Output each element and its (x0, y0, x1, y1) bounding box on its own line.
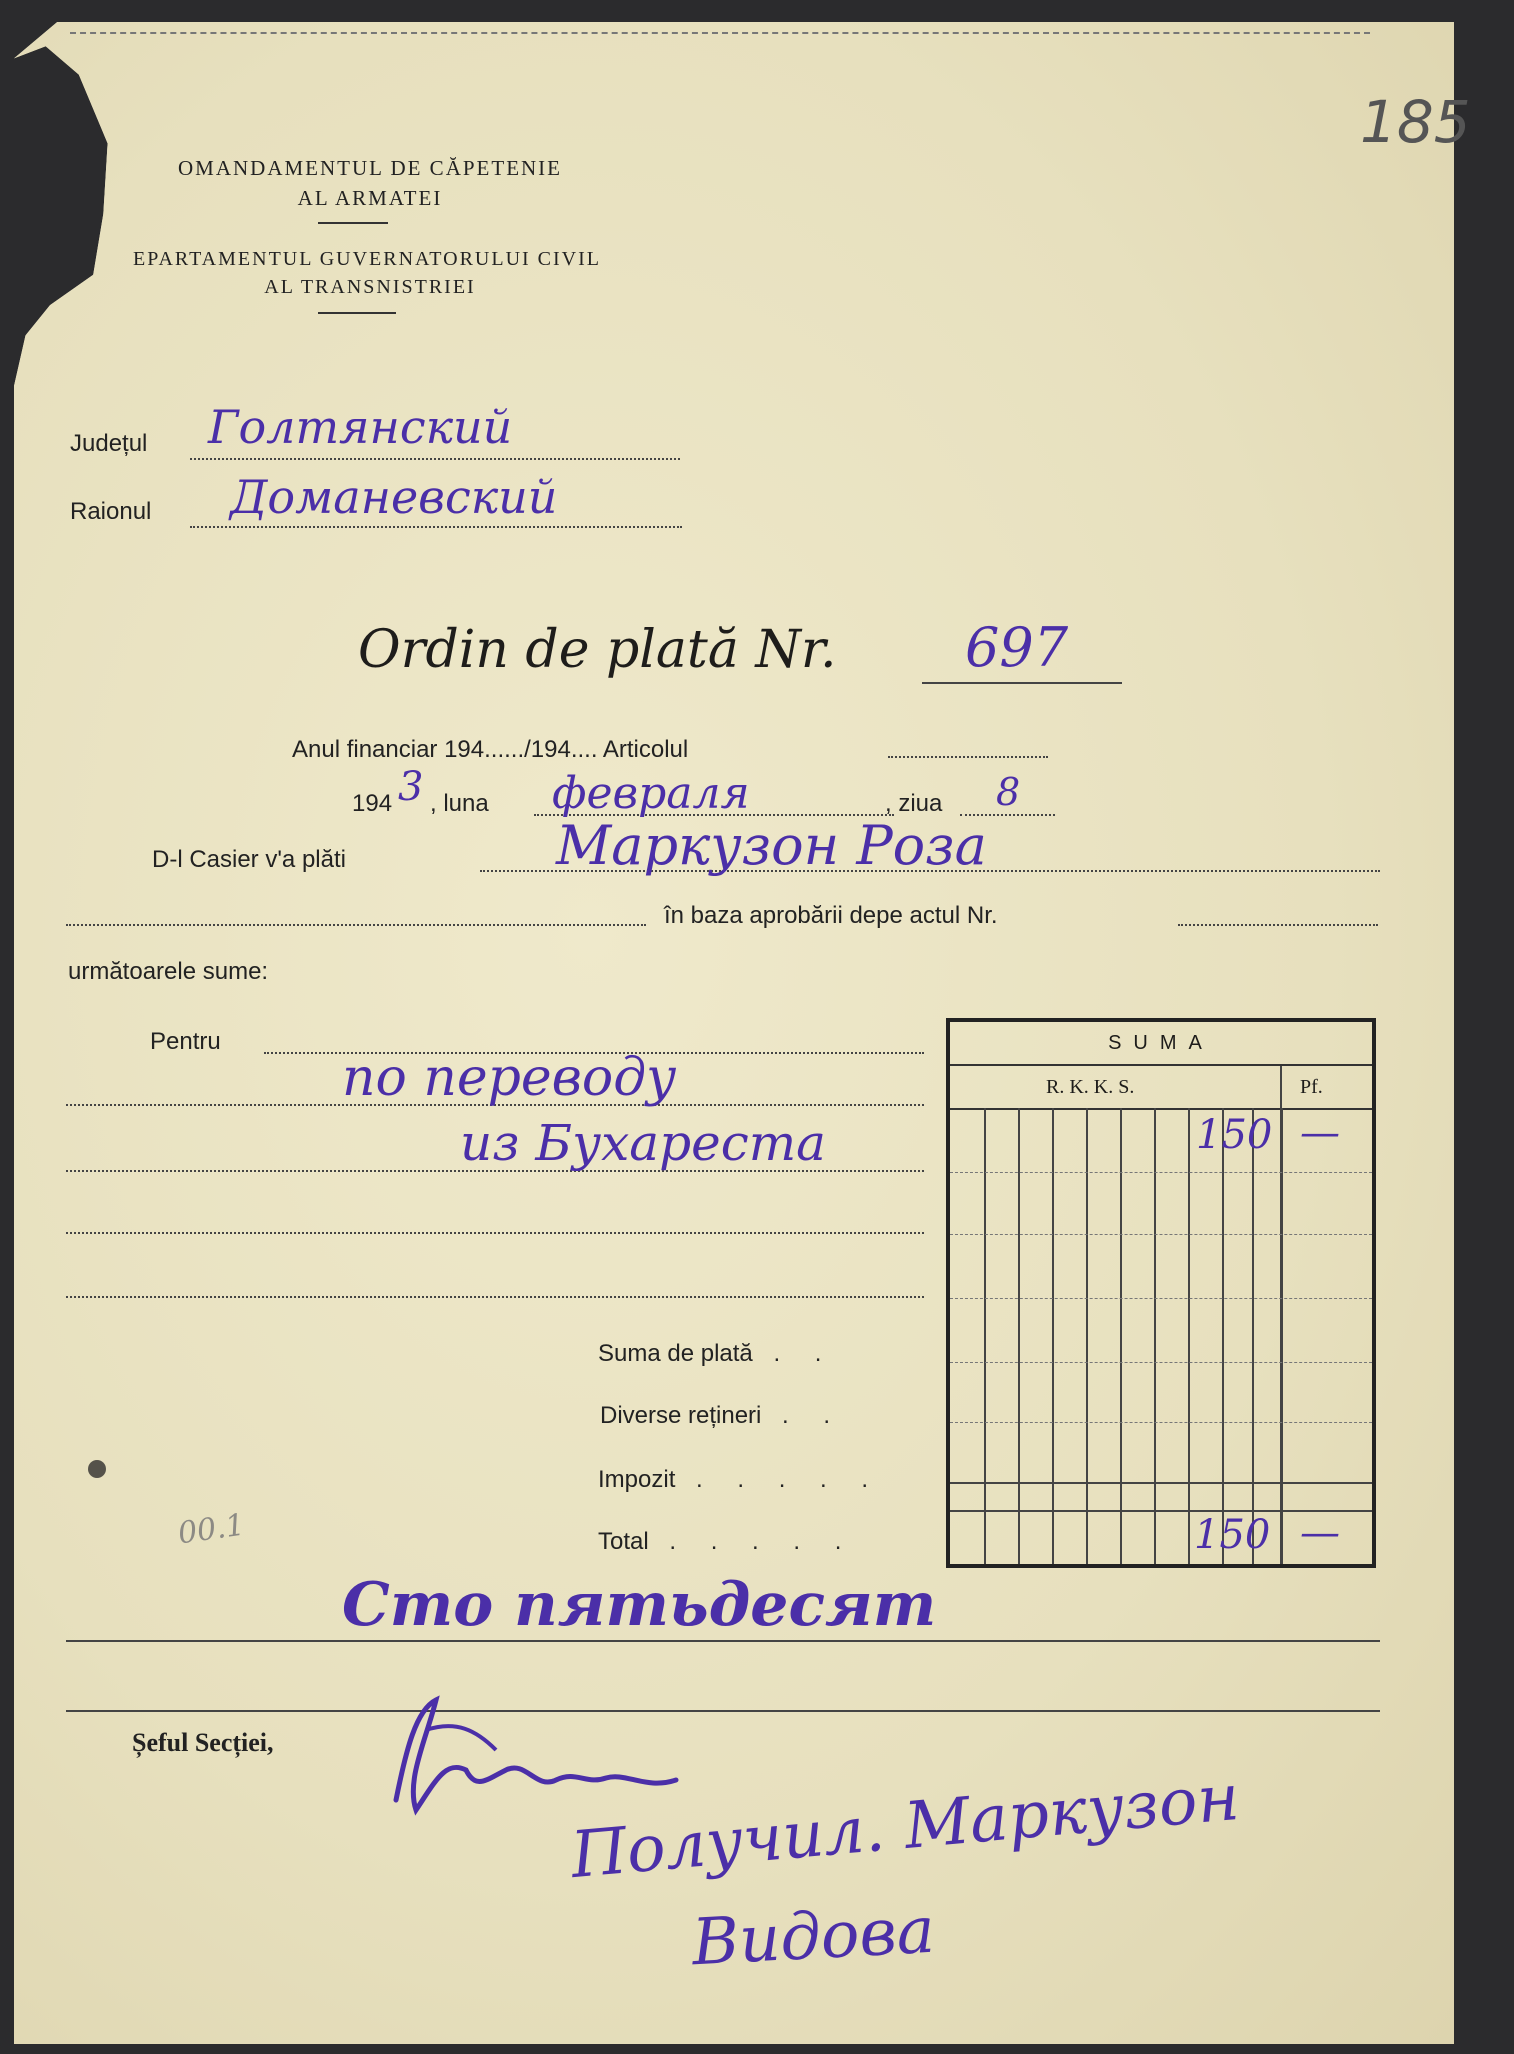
col-divider-2 (1018, 1108, 1020, 1564)
punch-hole (88, 1460, 106, 1478)
pentru-line-3 (66, 1232, 924, 1234)
received-by: Получил. Маркузон (568, 1760, 1243, 1894)
judetul-value: Голтянский (208, 400, 513, 454)
amount-words-line (66, 1640, 1380, 1642)
year-prefix: 194 (352, 790, 393, 817)
col-pf-label: Pf. (1300, 1076, 1323, 1098)
purpose-line-2: из Бухареста (460, 1114, 826, 1172)
pentru-label: Pentru (150, 1028, 221, 1055)
suma-de-plata-text: Suma de plată (598, 1340, 753, 1367)
col-divider-6 (1154, 1108, 1156, 1564)
col-divider-9 (1252, 1108, 1254, 1564)
sume-label: următoarele sume: (68, 958, 269, 985)
received-signature: Видова (690, 1893, 937, 1981)
row1-amount: 150 (1196, 1112, 1273, 1158)
impozit-text: Impozit (598, 1466, 676, 1493)
header-line-2: AL ARMATEI (297, 186, 443, 210)
purpose-line-1: по переводу (342, 1048, 677, 1108)
judetul-line (190, 458, 680, 460)
luna-value: февраля (552, 768, 750, 819)
row-line-2 (950, 1234, 1372, 1235)
subheader-divider (1280, 1066, 1282, 1108)
col-divider-7 (1188, 1108, 1190, 1564)
document-title: Ordin de plată Nr. (358, 620, 837, 680)
col-divider-pf (1280, 1108, 1283, 1564)
row-line-4 (950, 1362, 1372, 1363)
suma-table-header: SUMA (950, 1022, 1372, 1066)
header-rule-1 (318, 222, 388, 224)
col-divider-3 (1052, 1108, 1054, 1564)
total-text: Total (598, 1528, 649, 1555)
second-line (66, 1710, 1380, 1712)
row-line-1 (950, 1172, 1372, 1173)
order-number: 697 (965, 616, 1069, 679)
total-amount: 150 (1194, 1512, 1271, 1558)
diverse-retineri-text: Diverse rețineri (600, 1402, 762, 1429)
suma-table (946, 1018, 1376, 1568)
row-line-5 (950, 1422, 1372, 1423)
ziua-value: 8 (996, 770, 1021, 814)
title-number-line (922, 682, 1122, 684)
raionul-label: Raionul (70, 498, 152, 525)
total-pf: — (1300, 1510, 1340, 1556)
raionul-line (190, 526, 682, 528)
top-perforation (70, 32, 1370, 34)
baza-left-line (66, 924, 646, 926)
anul-financiar-label: Anul financiar 194....../194.... Articolul (292, 736, 689, 763)
header-line-4: AL TRANSNISTRIEI (264, 276, 476, 298)
judetul-label: Județul (70, 430, 148, 457)
margin-mark: 00.1 (175, 1507, 247, 1552)
total-label: Total . . . . . (598, 1528, 856, 1555)
suma-de-plata-label: Suma de plată . . (598, 1340, 836, 1367)
casier-label: D-l Casier v'a plăti (152, 846, 346, 873)
row-line-3 (950, 1298, 1372, 1299)
header-line-1: OMANDAMENTUL DE CĂPETENIE (177, 156, 563, 180)
amount-in-words: Сто пятьдесят (342, 1570, 937, 1640)
luna-label: , luna (430, 790, 489, 817)
ziua-label: , ziua (885, 790, 943, 817)
col-divider-8 (1222, 1108, 1224, 1564)
col-divider-4 (1086, 1108, 1088, 1564)
col-divider-1 (984, 1108, 986, 1564)
folio-number: 185 (1360, 88, 1471, 156)
baza-label: în baza aprobării depe actul Nr. (664, 902, 998, 929)
pentru-line-4 (66, 1296, 924, 1298)
row1-pf: — (1300, 1110, 1340, 1156)
diverse-retineri-label: Diverse rețineri . . (600, 1402, 845, 1429)
year-digit: 3 (398, 764, 424, 810)
articolul-line (888, 756, 1048, 758)
baza-right-line (1178, 924, 1378, 926)
seful-sectiei-label: Șeful Secției, (132, 1728, 274, 1757)
suma-table-subheader (950, 1066, 1372, 1110)
raionul-value: Доманевский (230, 470, 558, 524)
col-divider-5 (1120, 1108, 1122, 1564)
row-line-6 (950, 1482, 1372, 1484)
header-rule-2 (318, 312, 396, 314)
impozit-label: Impozit . . . . . (598, 1466, 883, 1493)
payee-name: Маркузон Роза (556, 814, 987, 877)
header-line-3: EPARTAMENTUL GUVERNATORULUI CIVIL (132, 248, 601, 270)
col-rkks-label: R. K. K. S. (1046, 1076, 1135, 1098)
